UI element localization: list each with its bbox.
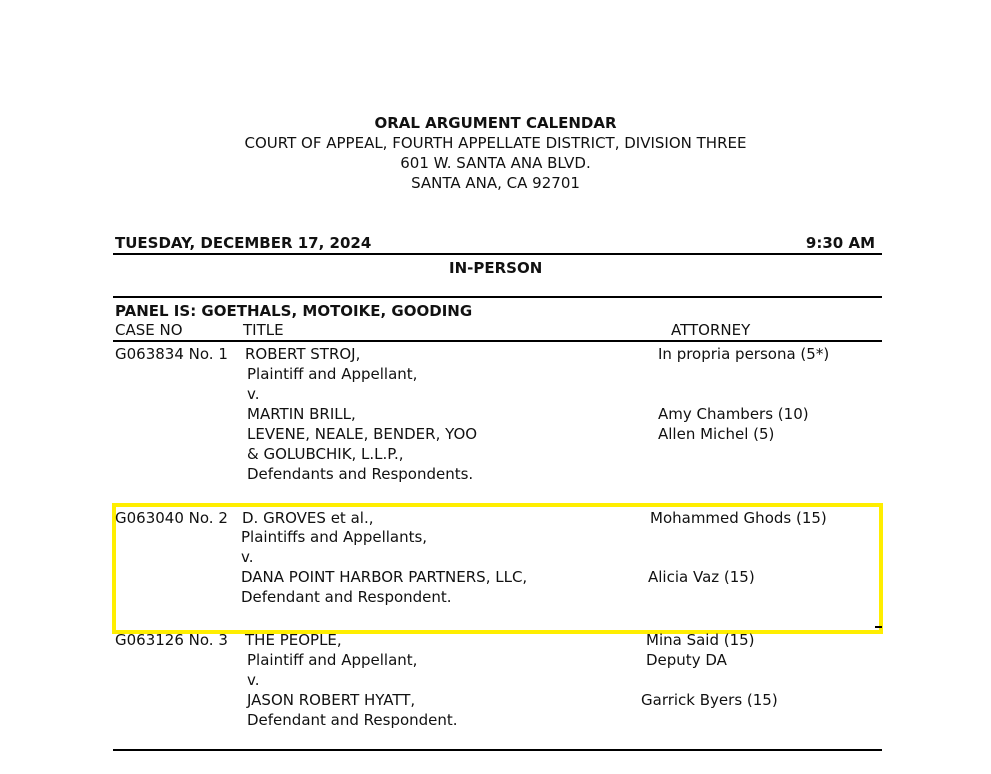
case-number: G063126 No. 3 [115,631,228,649]
case-party-line: Defendants and Respondents. [247,465,474,483]
attorney-name: Allen Michel (5) [658,425,775,443]
divider-panel-top [113,296,882,298]
case-number: G063834 No. 1 [115,345,228,363]
case-party-line: Defendant and Respondent. [247,711,458,729]
attorney-name: In propria persona (5*) [658,345,830,363]
case-party-line: Plaintiff and Appellant, [247,365,418,383]
divider-case-3-edge [875,626,882,628]
column-header-attorney: ATTORNEY [671,321,751,339]
session-mode: IN-PERSON [449,259,543,277]
case-party-line: THE PEOPLE, [245,631,342,649]
column-header-title: TITLE [243,321,284,339]
case-party-line: Defendant and Respondent. [241,588,452,606]
case-party-line: JASON ROBERT HYATT, [247,691,416,709]
case-party-line: DANA POINT HARBOR PARTNERS, LLC, [241,568,528,586]
attorney-name: Deputy DA [646,651,727,669]
attorney-name: Garrick Byers (15) [641,691,778,709]
case-party-line: v. [247,385,260,403]
session-date: TUESDAY, DECEMBER 17, 2024 [115,234,372,252]
column-header-case-no: CASE NO [115,321,183,339]
case-party-line: MARTIN BRILL, [247,405,356,423]
case-party-line: & GOLUBCHIK, L.L.P., [247,445,404,463]
calendar-title: ORAL ARGUMENT CALENDAR [374,114,617,132]
case-number: G063040 No. 2 [115,509,228,527]
case-party-line: v. [247,671,260,689]
divider-session [113,253,882,255]
divider-bottom [113,749,882,751]
court-address-street: 601 W. SANTA ANA BLVD. [400,154,591,172]
case-party-line: ROBERT STROJ, [245,345,361,363]
case-party-line: Plaintiffs and Appellants, [241,528,428,546]
attorney-name: Mohammed Ghods (15) [650,509,827,527]
divider-columns [113,340,882,342]
case-party-line: Plaintiff and Appellant, [247,651,418,669]
court-name: COURT OF APPEAL, FOURTH APPELLATE DISTRICT, DIVISION THREE [244,134,747,152]
case-party-line: D. GROVES et al., [242,509,374,527]
attorney-name: Alicia Vaz (15) [648,568,755,586]
attorney-name: Mina Said (15) [646,631,755,649]
case-party-line: LEVENE, NEALE, BENDER, YOO [247,425,478,443]
court-address-city: SANTA ANA, CA 92701 [411,174,580,192]
attorney-name: Amy Chambers (10) [658,405,809,423]
case-party-line: v. [241,548,254,566]
panel-label: PANEL IS: GOETHALS, MOTOIKE, GOODING [115,302,473,320]
session-time: 9:30 AM [805,234,875,252]
